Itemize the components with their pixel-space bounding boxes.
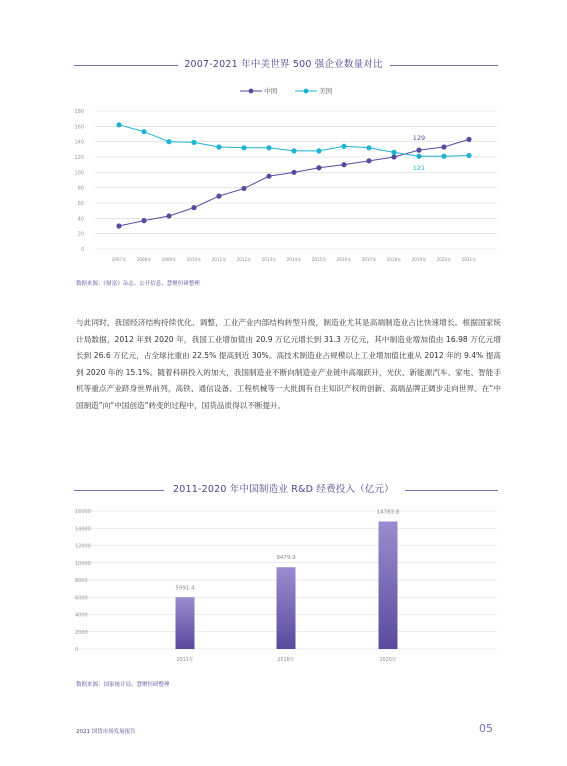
legend-label-usa: 美国 xyxy=(319,87,333,95)
data-label-china-2019: 129 xyxy=(412,134,426,143)
x-tick-label: 2021年 xyxy=(461,257,477,262)
x-tick-label: 2009年 xyxy=(161,257,177,262)
x-tick-label: 2020年 xyxy=(379,658,397,663)
page-number: 05 xyxy=(479,722,493,735)
y-tick-label: 6000 xyxy=(75,595,88,602)
y-tick-label: 60 xyxy=(77,201,84,207)
y-tick-label: 0 xyxy=(75,647,79,653)
x-tick-label: 2011年 xyxy=(211,257,227,262)
y-tick-label: 20 xyxy=(77,231,84,238)
x-tick-label: 2014年 xyxy=(286,257,302,262)
y-tick-label: 14000 xyxy=(75,526,91,533)
y-tick-label: 140 xyxy=(74,139,84,146)
x-tick-label: 2008年 xyxy=(136,257,152,262)
bar-2016年 xyxy=(277,567,296,649)
y-tick-label: 0 xyxy=(80,247,84,253)
y-tick-label: 2000 xyxy=(75,629,88,636)
data-label-usa-2019: 121 xyxy=(412,164,426,173)
x-tick-label: 2016年 xyxy=(277,658,295,663)
chart1-source: 数据来源：《财富》杂志、公开信息、慧聚恒研整理 xyxy=(76,281,200,287)
y-tick-label: 40 xyxy=(77,216,84,223)
bar-value-label: 5991.4 xyxy=(175,585,195,592)
y-tick-label: 16000 xyxy=(75,509,91,515)
y-tick-label: 120 xyxy=(74,155,84,161)
y-tick-label: 160 xyxy=(74,124,84,131)
x-tick-label: 2019年 xyxy=(411,257,427,262)
chart1-title: 2007-2021 年中美世界 500 强企业数量对比 xyxy=(184,59,383,70)
chart2-source: 数据来源：国家统计局、慧聚恒研整理 xyxy=(76,682,170,688)
y-tick-label: 100 xyxy=(74,170,84,177)
x-tick-label: 2016年 xyxy=(336,257,352,262)
bar-value-label: 14783.8 xyxy=(376,509,400,516)
legend-label-china: 中国 xyxy=(264,87,278,95)
bar-2011年 xyxy=(176,597,195,649)
bar-value-label: 9479.9 xyxy=(276,555,296,562)
y-tick-label: 12000 xyxy=(75,543,91,550)
x-tick-label: 2012年 xyxy=(236,257,252,262)
x-tick-label: 2017年 xyxy=(361,257,377,262)
y-tick-label: 180 xyxy=(74,109,84,115)
x-tick-label: 2011年 xyxy=(176,658,194,663)
x-tick-label: 2010年 xyxy=(186,257,202,262)
chart2-title: 2011-2020 年中国制造业 R&D 经费投入（亿元） xyxy=(173,484,394,495)
x-tick-label: 2018年 xyxy=(386,257,402,262)
y-tick-label: 8000 xyxy=(75,578,88,584)
x-tick-label: 2007年 xyxy=(111,257,127,262)
bar-2020年 xyxy=(379,521,398,649)
x-tick-label: 2020年 xyxy=(436,257,452,262)
footer-report-name: 2021 国货市场发展报告 xyxy=(76,729,136,735)
y-tick-label: 80 xyxy=(77,185,84,192)
y-tick-label: 4000 xyxy=(75,612,88,619)
y-tick-label: 10000 xyxy=(75,560,91,567)
body-paragraph: 与此同时，我国经济结构持续优化、调整，工业产业内部结构转型升级，制造业尤其是高端制造业占比快速增长。根据国家统计局数据，2012 年到 2020 年，我国工业增加值由 20.9 万亿元增长到 31.3 万亿元，其中制造业增加值由 16.98 万亿元增长到 26.6 万亿元，占全球比重由 22.5% 提高到近 30%。高技术制造业占规模以上工业增加值比重从 2012 年的 9.4% 提高到 2020 年的 15.1%。随着科研投入的加大，我国制造业不断向制造业产业链中高端跃升，光伏、新能源汽车、家电、智能手机等重点产业跻身世界前列，高铁、通信设备、工程机械等一大批拥有自主知识产权的创新、高端品牌正阔步走向世界。在“中国制造”向“中国创造”转变的过程中，国货品质得以不断提升。 xyxy=(76,318,501,410)
x-tick-label: 2013年 xyxy=(261,257,277,262)
x-tick-label: 2015年 xyxy=(311,257,327,262)
